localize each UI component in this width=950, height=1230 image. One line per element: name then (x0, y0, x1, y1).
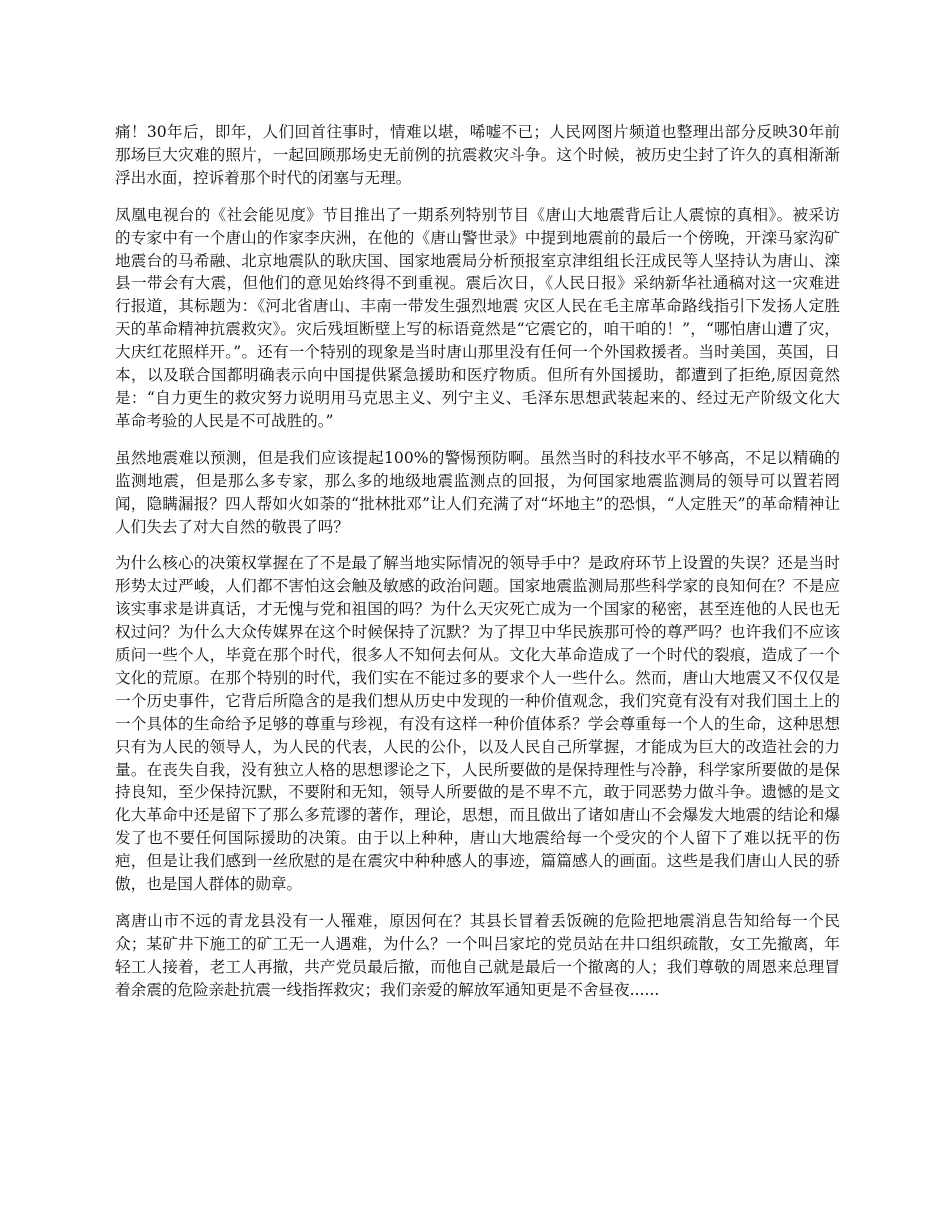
document-body (115, 121, 840, 1016)
paragraph-2: 凤凰电视台的《社会能见度》节目推出了一期系列特别节目《唐山大地震背后让人震惊的真相》。被采访的专家中有一个唐山的作家李庆洲，在他的《唐山警世录》中提到地震前的最后一个傍晚，开滦马家沟矿地震台的马希融、北京地震队的耿庆国、国家地震局分析预报室京津组组长汪成民等人坚持认为唐山、滦县一带会有大震，但他们的意见始终得不到重视。震后次日，《人民日报》采纳新华社通稿对这一灾难进行报道，其标题为：《河北省唐山、丰南一带发生强烈地震 灾区人民在毛主席革命路线指引下发扬人定胜天的革命精神抗震救灾》。灾后残垣断壁上写的标语竟然是“它震它的，咱干咱的！”，“哪怕唐山遭了灾，大庆红花照样开。”。还有一个特别的现象是当时唐山那里没有任何一个外国救援者。当时美国，英国，日本，以及联合国都明确表示向中国提供紧急援助和医疗物质。但所有外国援助，都遭到了拒绝,原因竟然是：“自力更生的救灾努力说明用马克思主义、列宁主义、毛泽东思想武装起来的、经过无产阶级文化大革命考验的人民是不可战胜的。” (115, 205, 840, 430)
paragraph-3: 虽然地震难以预测，但是我们应该提起100%的警惕预防啊。虽然当时的科技水平不够高，不足以精确的监测地震，但是那么多专家，那么多的地级地震监测点的回报，为何国家地震监测局的领导可以置若罔闻，隐瞒漏报？四人帮如火如荼的“批林批邓”让人们充满了对“坏地主”的恐惧，“人定胜天”的革命精神让人们失去了对大自然的敬畏了吗？ (115, 448, 840, 536)
paragraph-1: 痛！30年后，即年，人们回首往事时，情难以堪，唏嘘不已；人民网图片频道也整理出部分反映30年前那场巨大灾难的照片，一起回顾那场史无前例的抗震救灾斗争。这个时候，被历史尘封了许久的真相渐渐浮出水面，控诉着那个时代的闭塞与无理。 (115, 123, 840, 187)
paragraph-4: 为什么核心的决策权掌握在了不是最了解当地实际情况的领导手中？是政府环节上设置的失误？还是当时形势太过严峻，人们都不害怕这会触及敏感的政治问题。国家地震监测局那些科学家的良知何在？不是应该实事求是讲真话，才无愧与党和祖国的吗？为什么天灾死亡成为一个国家的秘密，甚至连他的人民也无权过问？为什么大众传媒界在这个时候保持了沉默？为了捍卫中华民族那可怜的尊严吗？也许我们不应该质问一些个人，毕竟在那个时代，很多人不知何去何从。文化大革命造成了一个时代的裂痕，造成了一个文化的荒原。在那个特别的时代，我们实在不能过多的要求个人一些什么。然而，唐山大地震又不仅仅是一个历史事件，它背后所隐含的是我们想从历史中发现的一种价值观念，我们究竟有没有对我们国土上的一个具体的生命给予足够的尊重与珍视，有没有这样一种价值体系？学会尊重每一个人的生命，这种思想只有为人民的领导人，为人民的代表，人民的公仆，以及人民自己所掌握，才能成为巨大的改造社会的力量。在丧失自我，没有独立人格的思想谬论之下，人民所要做的是保持理性与冷静，科学家所要做的是保持良知，至少保持沉默，不要附和无知，领导人所要做的是不卑不亢，敢于同恶势力做斗争。遗憾的是文化大革命中还是留下了那么多荒谬的著作，理论，思想，而且做出了诸如唐山不会爆发大地震的结论和爆发了也不要任何国际援助的决策。由于以上种种，唐山大地震给每一个受灾的个人留下了难以抚平的伤疤，但是让我们感到一丝欣慰的是在震灾中种种感人的事迹，篇篇感人的画面。这些是我们唐山人民的骄傲，也是国人群体的勋章。 (115, 554, 840, 894)
paragraph-5: 离唐山市不远的青龙县没有一人罹难，原因何在？其县长冒着丢饭碗的危险把地震消息告知给每一个民众；某矿井下施工的矿工无一人遇难，为什么？一个叫吕家坨的党员站在井口组织疏散，女工先撤离，年轻工人接着，老工人再撤，共产党员最后撤，而他自己就是最后一个撤离的人；我们尊敬的周恩来总理冒着余震的危险亲赴抗震一线指挥救灾；我们亲爱的解放军通知更是不舍昼夜...... (115, 912, 840, 999)
